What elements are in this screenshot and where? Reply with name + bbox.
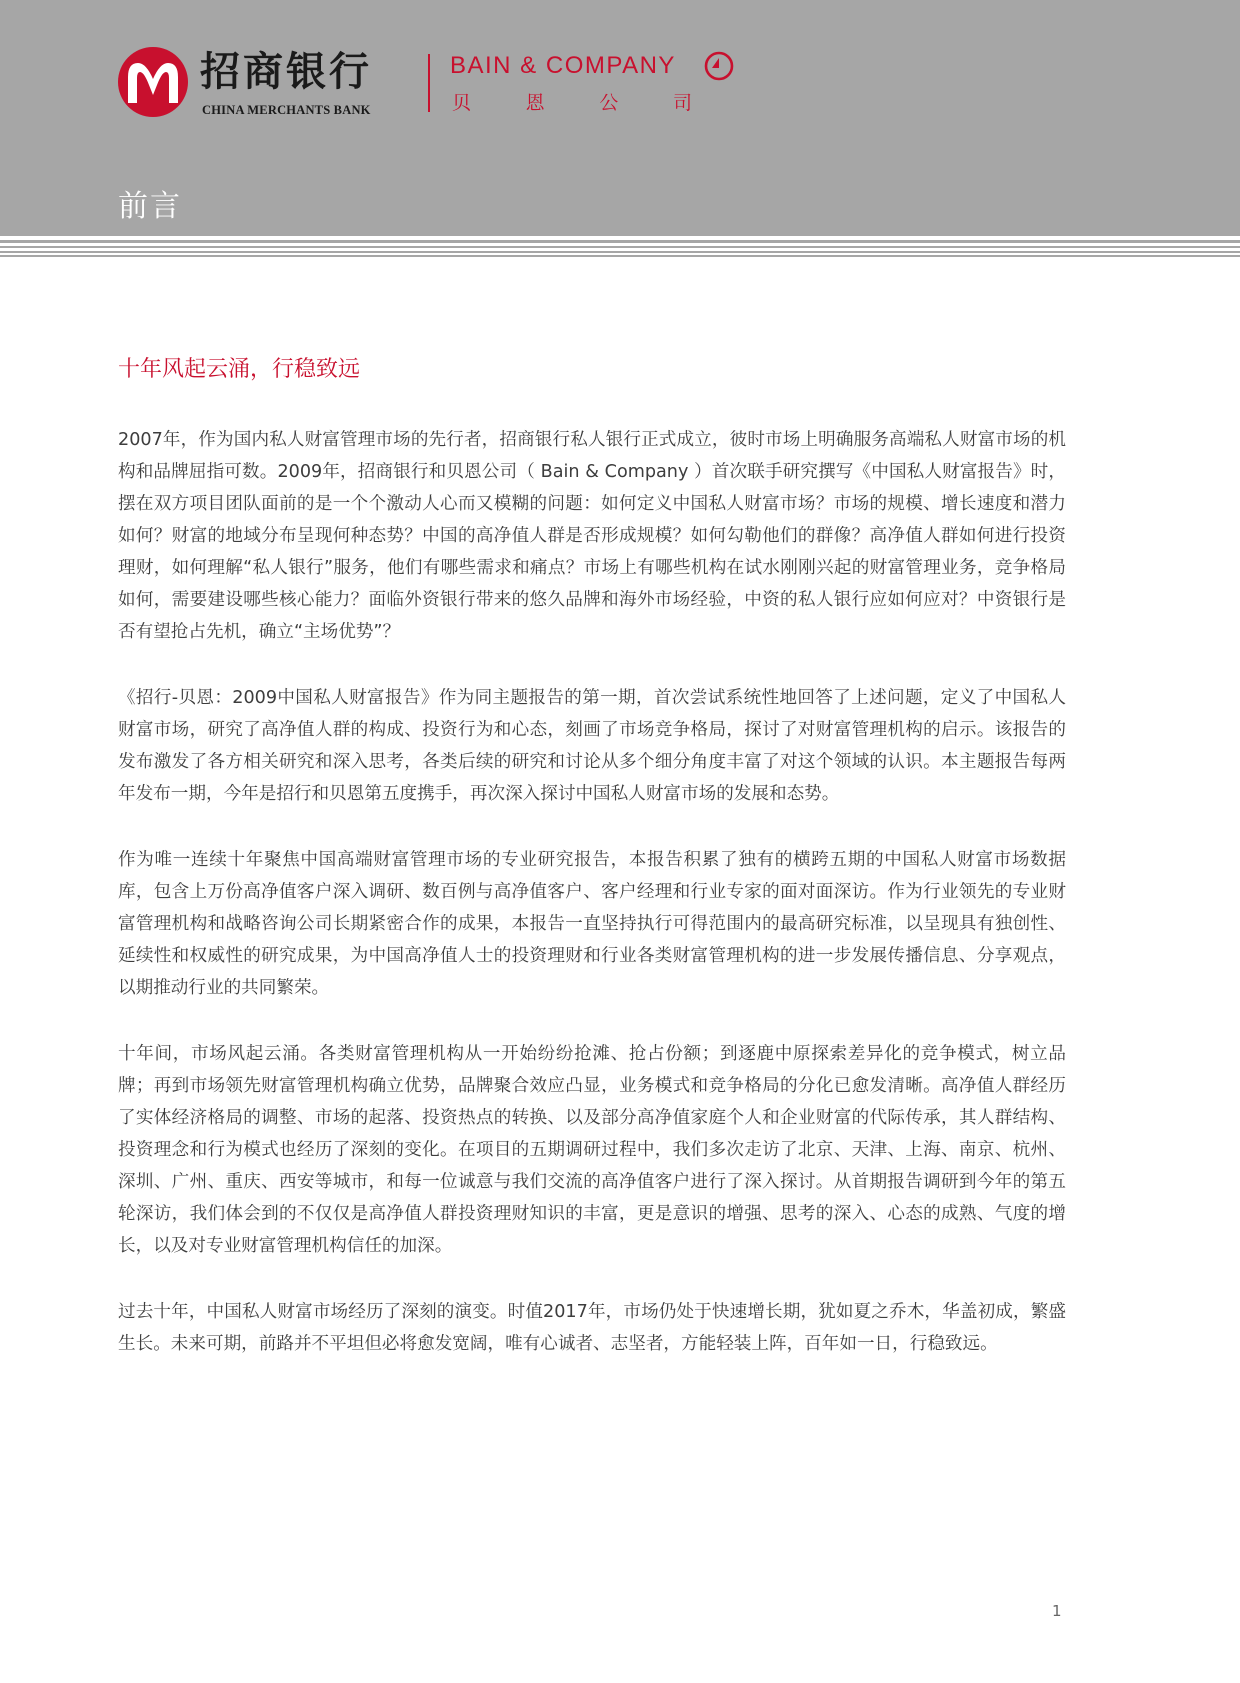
page-header [0, 0, 1240, 236]
bain-logo-text-cn [452, 94, 692, 113]
paragraph: 《招行-贝恩：2009中国私人财富报告》作为同主题报告的第一期，首次尝试系统性地回答了上述问题，定义了中国私人财富市场，研究了高净值人群的构成、投资行为和心态，刻画了市场竞争格局，探讨了对财富管理机构的启示。该报告的发布激发了各方相关研究和深入思考，各类后续的研究和讨论从多个细分角度丰富了对这个领域的认识。本主题报告每两年发布一期，今年是招行和贝恩第五度携手，再次深入探讨中国私人财富市场的发展和态势。 [118, 688, 1066, 804]
bain-compass-icon [703, 50, 735, 82]
header-rule [0, 240, 1240, 243]
paragraph: 过去十年，中国私人财富市场经历了深刻的演变。时值2017年，市场仍处于快速增长期，犹如夏之乔木，华盖初成，繁盛生长。未来可期，前路并不平坦但必将愈发宽阔，唯有心诚者、志坚者，方能轻装上阵，百年如一日，行稳致远。 [118, 1302, 1066, 1354]
paragraph: 作为唯一连续十年聚焦中国高端财富管理市场的专业研究报告，本报告积累了独有的横跨五期的中国私人财富市场数据库，包含上万份高净值客户深入调研、数百例与高净值客户、客户经理和行业专家的面对面深访。作为行业领先的专业财富管理机构和战略咨询公司长期紧密合作的成果，本报告一直坚持执行可得范围内的最高研究标准，以呈现具有独创性、延续性和权威性的研究成果，为中国高净值人士的投资理财和行业各类财富管理机构的进一步发展传播信息、分享观点，以期推动行业的共同繁荣。 [118, 850, 1066, 998]
logo-divider [428, 54, 430, 112]
page-number: 1 [1052, 1602, 1062, 1620]
cmb-logo-text-cn: 招商银行 [200, 48, 372, 95]
paragraph: 十年间，市场风起云涌。各类财富管理机构从一开始纷纷抢滩、抢占份额；到逐鹿中原探索差异化的竞争模式，树立品牌；再到市场领先财富管理机构确立优势，品牌聚合效应凸显，业务模式和竞争格局的分化已愈发清晰。高净值人群经历了实体经济格局的调整、市场的起落、投资热点的转换、以及部分高净值家庭个人和企业财富的代际传承，其人群结构、投资理念和行为模式也经历了深刻的变化。在项目的五期调研过程中，我们多次走访了北京、天津、上海、南京、杭州、深圳、广州、重庆、西安等城市，和每一位诚意与我们交流的高净值客户进行了深入探讨。从首期报告调研到今年的第五轮深访，我们体会到的不仅仅是高净值人群投资理财知识的丰富，更是意识的增强、思考的深入、心态的成熟、气度的增长，以及对专业财富管理机构信任的加深。 [118, 1044, 1066, 1256]
bain-logo-text-en: BAIN & COMPANY [450, 52, 676, 79]
article-subtitle: 十年风起云涌，行稳致远 [118, 357, 361, 382]
article-body [118, 424, 1066, 1394]
bain-cn-char: 公 [599, 92, 619, 114]
header-rule [0, 251, 1240, 253]
bain-cn-char: 贝 [452, 92, 472, 114]
header-rule [0, 246, 1240, 248]
cmb-logo-icon [118, 47, 188, 117]
section-title: 前言 [118, 189, 182, 224]
bain-cn-char: 司 [672, 92, 692, 114]
bain-cn-char: 恩 [525, 92, 545, 114]
header-rule [0, 255, 1240, 257]
paragraph: 2007年，作为国内私人财富管理市场的先行者，招商银行私人银行正式成立，彼时市场上明确服务高端私人财富市场的机构和品牌屈指可数。2009年，招商银行和贝恩公司（ Bain & Company ）首次联手研究撰写《中国私人财富报告》时，摆在双方项目团队面前的是一个个激动人心而又模糊的问题：如何定义中国私人财富市场？市场的规模、增长速度和潜力如何？财富的地域分布呈现何种态势？中国的高净值人群是否形成规模？如何勾勒他们的群像？高净值人群如何进行投资理财，如何理解“私人银行”服务，他们有哪些需求和痛点？市场上有哪些机构在试水刚刚兴起的财富管理业务，竞争格局如何，需要建设哪些核心能力？面临外资银行带来的悠久品牌和海外市场经验，中资的私人银行应如何应对？中资银行是否有望抢占先机，确立“主场优势”？ [118, 430, 1066, 642]
cmb-logo-text-en: CHINA MERCHANTS BANK [202, 103, 371, 117]
